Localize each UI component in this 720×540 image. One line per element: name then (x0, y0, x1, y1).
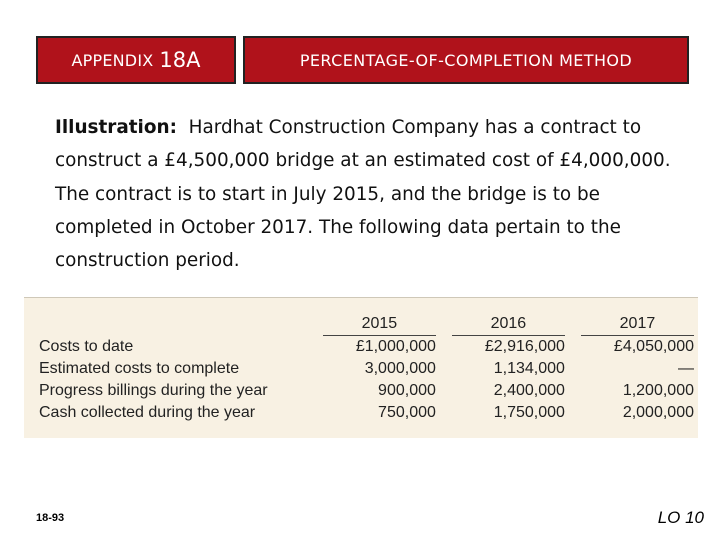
cell-value: £4,050,000 (613, 338, 694, 355)
cell-value: 750,000 (378, 404, 436, 421)
table-row (39, 402, 698, 424)
data-table-panel (24, 297, 698, 438)
appendix-badge (36, 36, 236, 84)
year-header-2016: 2016 (440, 310, 569, 336)
cell-value: 2,000,000 (622, 404, 694, 421)
row-label: Cash collected during the year (39, 404, 256, 421)
cell-value: £2,916,000 (484, 338, 565, 355)
row-label: Progress billings during the year (39, 382, 268, 399)
intro-lead: Illustration: (55, 117, 177, 138)
cell-value: 1,200,000 (622, 382, 694, 399)
cell-value: 2,400,000 (493, 382, 565, 399)
row-label: Costs to date (39, 338, 134, 355)
intro-paragraph (55, 111, 675, 277)
table-row (39, 336, 698, 358)
construction-data-table (39, 310, 698, 424)
table-header-row (39, 310, 698, 336)
table-header-spacer (39, 310, 311, 336)
table-row (39, 380, 698, 402)
slide-number: 18-93 (36, 512, 65, 524)
cell-value: — (678, 360, 694, 377)
intro-text: Hardhat Construction Company has a contract to construct a £4,500,000 bridge at an estimated cost of £4,000,000. The contract is to start in July 2015, and the bridge is to be completed in October 2017. The following data pertain to the construction period. (55, 117, 671, 272)
title-banner (243, 36, 689, 84)
cell-value: 3,000,000 (364, 360, 436, 377)
cell-value: 900,000 (378, 382, 436, 399)
year-header-2015: 2015 (311, 310, 440, 336)
appendix-number: 18A (159, 48, 201, 72)
row-label: Estimated costs to complete (39, 360, 240, 377)
year-header-2017: 2017 (569, 310, 698, 336)
page-title: PERCENTAGE-OF-COMPLETION METHOD (299, 50, 633, 70)
cell-value: 1,134,000 (493, 360, 565, 377)
learning-objective-label: LO 10 (657, 508, 704, 527)
cell-value: 1,750,000 (493, 404, 565, 421)
appendix-word: APPENDIX (71, 50, 154, 70)
cell-value: £1,000,000 (355, 338, 436, 355)
table-row (39, 358, 698, 380)
